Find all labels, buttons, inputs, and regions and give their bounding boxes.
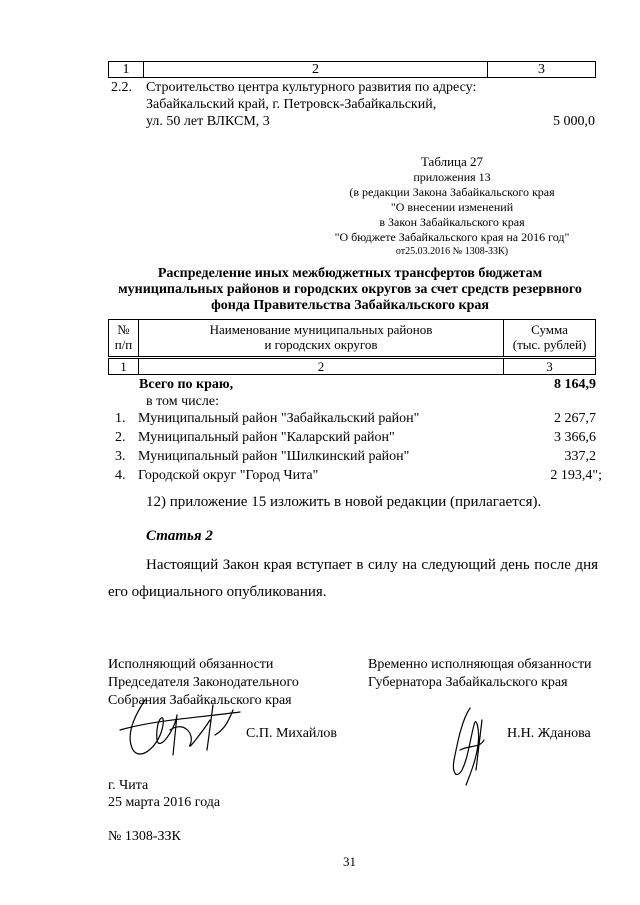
dist-col-1-line-2: п/п bbox=[114, 337, 133, 352]
row-name: Муниципальный район "Каларский район" bbox=[138, 430, 395, 445]
signature-right bbox=[440, 700, 500, 790]
dist-col-1-head bbox=[109, 320, 139, 356]
sign-left-line-2: Председателя Законодательного bbox=[108, 675, 299, 690]
article-text-2: его официального опубликования. bbox=[108, 584, 327, 600]
row-name: Муниципальный район "Забайкальский район" bbox=[138, 411, 420, 426]
row-number: 4. bbox=[115, 468, 126, 483]
top-col-3: 3 bbox=[538, 62, 545, 77]
annex-line-5: в Закон Забайкальского края bbox=[379, 215, 525, 229]
title-line-3: фонда Правительства Забайкальского края bbox=[211, 298, 489, 313]
signature-left bbox=[115, 690, 245, 770]
item-12: 12) приложение 15 изложить в новой редакции (прилагается). bbox=[146, 494, 542, 510]
article-title: Статья 2 bbox=[146, 528, 213, 544]
date: 25 марта 2016 года bbox=[108, 795, 221, 810]
dist-col-3-line-2: (тыс. рублей) bbox=[512, 337, 587, 352]
title-line-2: муниципальных районов и городских округов за счет средств резервного bbox=[118, 282, 582, 297]
sign-right-line-2: Губернатора Забайкальского края bbox=[368, 675, 568, 690]
page-number: 31 bbox=[343, 854, 356, 869]
row-name: Муниципальный район "Шилкинский район" bbox=[138, 449, 410, 464]
top-col-1: 1 bbox=[109, 62, 144, 77]
dist-col-3-line-1: Сумма bbox=[531, 322, 568, 337]
annex-line-3: (в редакции Закона Забайкальского края bbox=[349, 185, 555, 199]
dist-table-numbers bbox=[108, 358, 596, 375]
dist-col-1-line-1: № bbox=[117, 322, 130, 337]
page-title bbox=[100, 266, 600, 314]
top-row-amount: 5 000,0 bbox=[553, 114, 595, 129]
top-row-line-1: Строительство центра культурного развития по адресу: bbox=[146, 80, 477, 95]
place: г. Чита bbox=[108, 778, 149, 793]
sign-right-title bbox=[368, 656, 592, 692]
title-line-1: Распределение иных межбюджетных трансфертов бюджетам bbox=[157, 266, 543, 281]
dist-num-3: 3 bbox=[546, 359, 553, 374]
top-table-header bbox=[108, 61, 596, 78]
dist-col-2-line-1: Наименование муниципальных районов bbox=[209, 322, 433, 337]
dist-col-3-head bbox=[504, 320, 595, 356]
dist-num-1: 1 bbox=[109, 359, 139, 374]
row-sum: 2 267,7 bbox=[554, 411, 596, 426]
row-number: 3. bbox=[115, 449, 126, 464]
sign-left-name: С.П. Михайлов bbox=[246, 726, 338, 741]
row-number: 2. bbox=[115, 430, 126, 445]
article-text-1: Настоящий Закон края вступает в силу на следующий день после дня bbox=[146, 557, 598, 573]
annex-line-2: приложения 13 bbox=[413, 170, 491, 184]
dist-table-header bbox=[108, 319, 596, 357]
sign-right-line-1: Временно исполняющая обязанности bbox=[368, 657, 592, 672]
subtotal-label: в том числе: bbox=[146, 394, 219, 409]
annex-line-4: "О внесении изменений bbox=[390, 200, 514, 214]
row-name: Городской округ "Город Чита" bbox=[138, 468, 319, 483]
sign-right-name: Н.Н. Жданова bbox=[507, 726, 591, 741]
total-label: Всего по краю, bbox=[139, 377, 234, 392]
row-sum: 2 193,4"; bbox=[550, 468, 602, 483]
sign-left-line-3: Собрания Забайкальского края bbox=[108, 693, 292, 708]
dist-num-2: 2 bbox=[139, 359, 504, 374]
row-number: 1. bbox=[115, 411, 126, 426]
law-number: № 1308-ЗЗК bbox=[108, 829, 181, 844]
annex-block bbox=[320, 153, 584, 259]
top-row-number: 2.2. bbox=[111, 80, 132, 95]
annex-table-number: Таблица 27 bbox=[420, 154, 484, 169]
top-row-line-2: Забайкальский край, г. Петровск-Забайкальский, bbox=[146, 97, 437, 112]
row-sum: 3 366,6 bbox=[554, 430, 596, 445]
top-col-2: 2 bbox=[144, 62, 488, 77]
total-value: 8 164,9 bbox=[554, 377, 596, 392]
row-sum: 337,2 bbox=[564, 449, 596, 464]
top-row-line-3: ул. 50 лет ВЛКСМ, 3 bbox=[146, 114, 270, 129]
sign-left-line-1: Исполняющий обязанности bbox=[108, 657, 274, 672]
annex-ref: от25.03.2016 № 1308-ЗЗК) bbox=[395, 246, 509, 257]
dist-col-2-head bbox=[139, 320, 504, 356]
dist-col-2-line-2: и городских округов bbox=[264, 337, 378, 352]
annex-line-6: "О бюджете Забайкальского края на 2016 год" bbox=[334, 230, 570, 244]
